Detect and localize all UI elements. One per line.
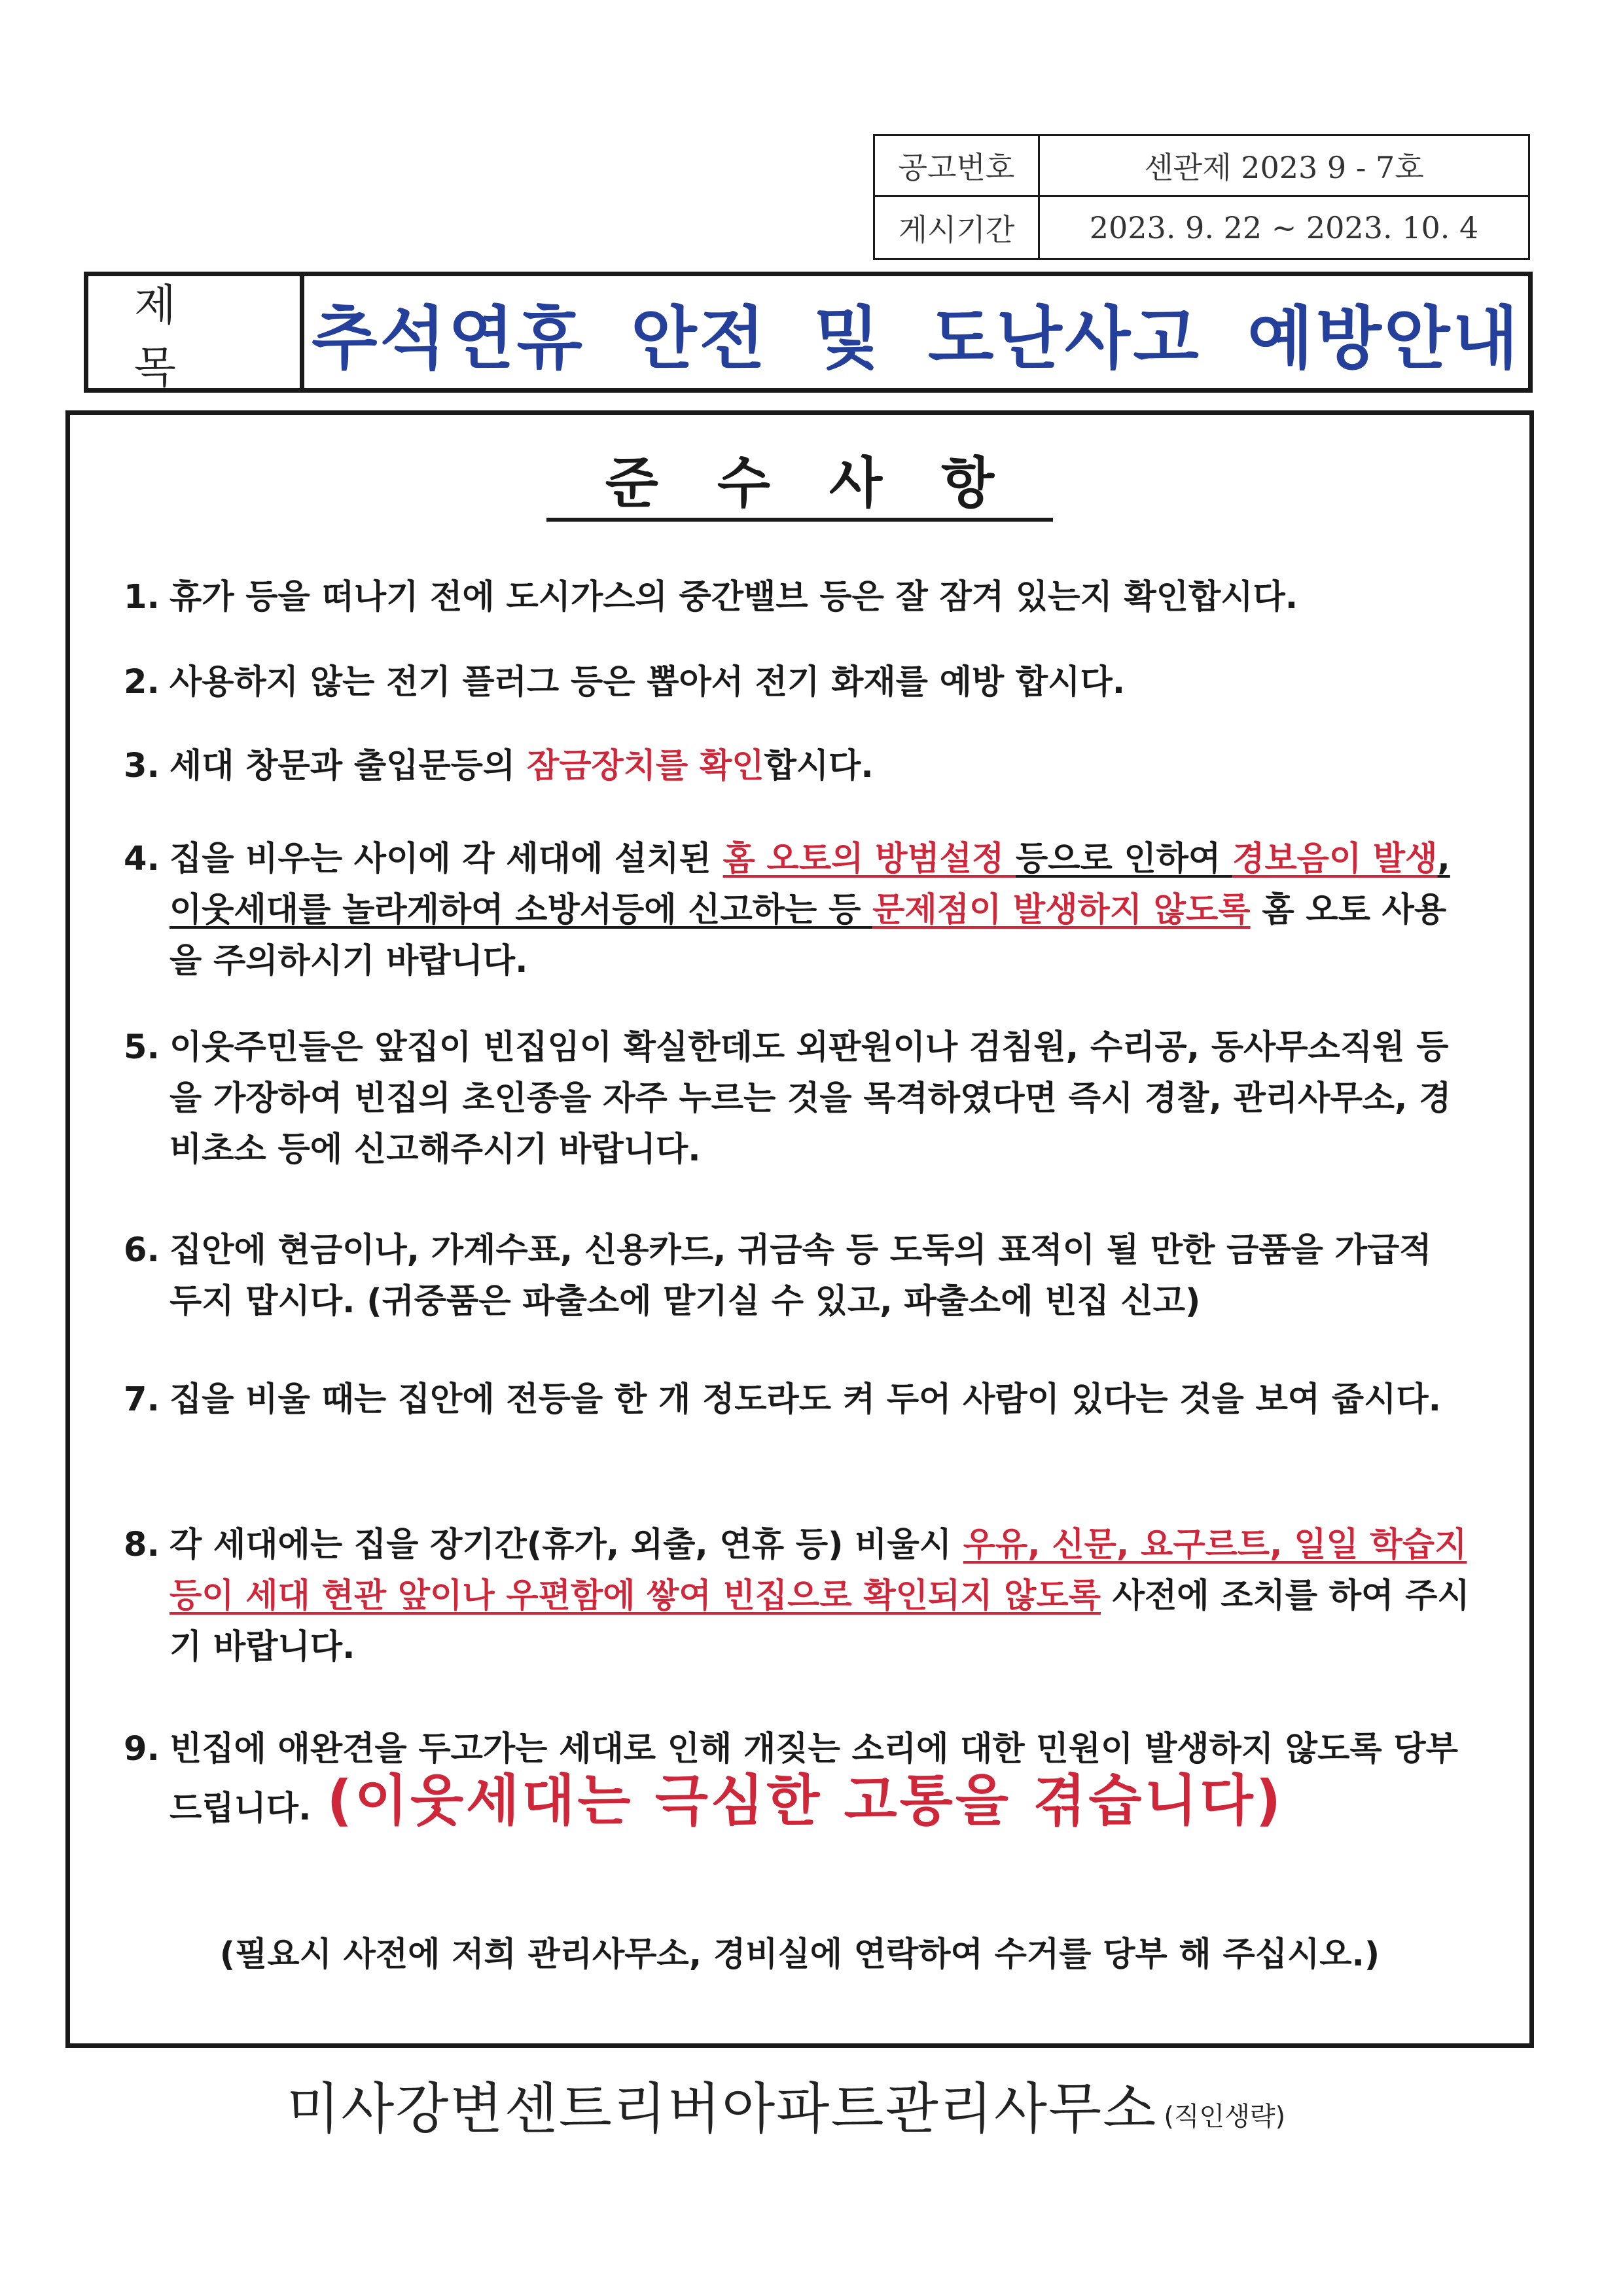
item-text: 집을 비울 때는 집안에 전등을 한 개 정도라도 켜 두어 사람이 있다는 것을 보여 줍시다.	[169, 1380, 1441, 1419]
item-text-part: , 이웃세대를 놀라게하여 소방서등에 신고하는 등	[169, 840, 1450, 929]
list-item	[124, 834, 1471, 987]
item-text: 휴가 등을 떠나기 전에 도시가스의 중간밸브 등은 잘 잠겨 있는지 확인합시다.	[169, 578, 1298, 617]
seal-omitted-note: (직인생략)	[1164, 2101, 1286, 2132]
title-label: 제목	[88, 276, 304, 388]
item-highlight: 홈 오토의 방범설정	[722, 840, 1016, 878]
item-text	[169, 1724, 1471, 1835]
list-item	[124, 1724, 1471, 1835]
item-text-part: 빈집에 애완견을 두고가는 세대로 인해 개짖는 소리에 대한 민원이 발생하지 않도록 당부드립니다.	[169, 1730, 1458, 1828]
item-number: 2.	[124, 663, 160, 702]
footer	[287, 2062, 1347, 2147]
item-text-part: 홈 오토 사용을 주의하시기 바랍니다.	[169, 891, 1447, 980]
posting-period-label: 게시기간	[875, 197, 1040, 258]
item-highlight: 잠금장치를 확인	[526, 747, 764, 785]
section-heading	[70, 449, 1529, 522]
item-number: 4.	[124, 840, 160, 878]
item-text	[169, 834, 1471, 987]
item-text-part: 각 세대에는 집을 장기간(휴가, 외출, 연휴 등) 비울시	[169, 1526, 963, 1564]
item-text-part: 세대 창문과 출입문등의	[169, 747, 527, 785]
page-title: 추석연휴 안전 및 도난사고 예방안내	[312, 298, 1521, 378]
item-number: 7.	[124, 1380, 160, 1419]
item-text	[169, 1520, 1471, 1673]
list-item	[124, 741, 1471, 792]
notice-number-value: 센관제 2023 9 - 7호	[1040, 136, 1528, 197]
notice-meta-table	[873, 134, 1530, 260]
list-item	[124, 572, 1471, 623]
item-number: 3.	[124, 747, 160, 785]
item-text-part: 집을 비우는 사이에 각 세대에 설치된	[169, 840, 723, 878]
item-number: 1.	[124, 578, 160, 617]
closing-note: (필요시 사전에 저희 관리사무소, 경비실에 연락하여 수거를 당부 해 주십시오.)	[219, 1935, 1380, 1974]
item-highlight: 경보음이 발생	[1232, 840, 1438, 878]
list-item	[124, 1374, 1471, 1426]
item-number: 5.	[124, 1028, 160, 1067]
main-content-box	[65, 410, 1534, 2048]
item-text-part: 등으로 인하여	[1015, 840, 1233, 878]
item-text	[169, 741, 1471, 792]
list-item	[124, 1022, 1471, 1175]
item-highlight: 문제점이 발생하지 않도록	[872, 891, 1251, 929]
list-item	[124, 1520, 1471, 1673]
item-text-part: 사전에 조치를 하여 주시기 바랍니다.	[169, 1577, 1470, 1666]
item-text: 사용하지 않는 전기 플러그 등은 뽑아서 전기 화재를 예방 합시다.	[169, 663, 1126, 702]
posting-period-value: 2023. 9. 22 ~ 2023. 10. 4	[1089, 209, 1479, 245]
list-item	[124, 1225, 1471, 1327]
item-number: 9.	[124, 1730, 160, 1768]
item-number: 6.	[124, 1231, 160, 1270]
item-text: 이웃주민들은 앞집이 빈집임이 확실한데도 외판원이나 검침원, 수리공, 동사무소직원 등을 가장하여 빈집의 초인종을 자주 누르는 것을 목격하였다면 즉시 경찰, 관리사무소, 경비초소 등에 신고해주시기 바랍니다.	[169, 1028, 1452, 1169]
organization-name: 미사강변센트리버아파트관리사무소	[287, 2076, 1158, 2141]
section-heading-text: 준수사항	[546, 449, 1054, 522]
item-number: 8.	[124, 1526, 160, 1564]
title-box	[84, 272, 1533, 393]
item-text-part: 합시다.	[764, 747, 874, 785]
notice-number-label: 공고번호	[875, 136, 1040, 197]
item-highlight: 우유, 신문, 요구르트, 일일 학습지등이 세대 현관 앞이나 우편함에 쌓여 빈집으로 확인되지 않도록	[169, 1526, 1467, 1615]
item-text: 집안에 현금이나, 가계수표, 신용카드, 귀금속 등 도둑의 표적이 될 만한 금품을 가급적 두지 맙시다. (귀중품은 파출소에 맡기실 수 있고, 파출소에 빈집 신고)	[169, 1231, 1432, 1321]
item-emphasis: (이웃세대는 극심한 고통을 겪습니다)	[327, 1768, 1284, 1833]
list-item	[124, 657, 1471, 708]
